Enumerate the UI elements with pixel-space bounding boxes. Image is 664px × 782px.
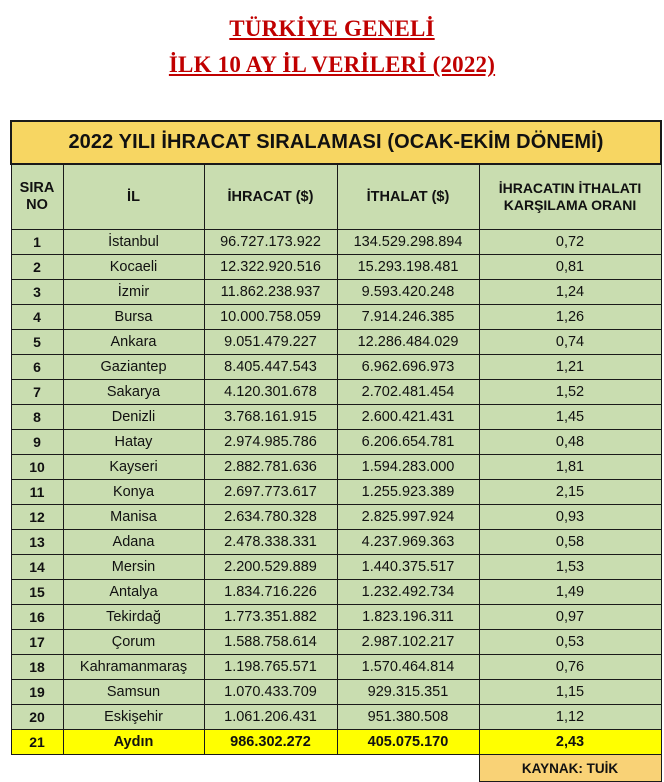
column-header-sira-no: SIRA NO	[11, 164, 63, 230]
cell-il: Manisa	[63, 505, 204, 530]
table-body	[11, 121, 661, 782]
cell-sira-no: 9	[11, 430, 63, 455]
cell-sira-no: 11	[11, 480, 63, 505]
cell-ihracat: 1.061.206.431	[204, 705, 337, 730]
table-row	[11, 505, 661, 530]
cell-ihracat: 2.974.985.786	[204, 430, 337, 455]
cell-ithalat: 2.600.421.431	[337, 405, 479, 430]
cell-oran: 0,48	[479, 430, 661, 455]
cell-ihracat: 8.405.447.543	[204, 355, 337, 380]
cell-il: Çorum	[63, 630, 204, 655]
cell-ithalat: 929.315.351	[337, 680, 479, 705]
column-header-il: İL	[63, 164, 204, 230]
cell-ithalat: 405.075.170	[337, 730, 479, 755]
source-label: KAYNAK: TUİK	[479, 755, 661, 782]
cell-oran: 0,74	[479, 330, 661, 355]
cell-sira-no: 8	[11, 405, 63, 430]
source-spacer	[11, 755, 479, 782]
cell-oran: 0,72	[479, 230, 661, 255]
cell-il: Denizli	[63, 405, 204, 430]
table-row	[11, 530, 661, 555]
cell-sira-no: 5	[11, 330, 63, 355]
cell-ihracat: 11.862.238.937	[204, 280, 337, 305]
cell-sira-no: 7	[11, 380, 63, 405]
cell-il: Kayseri	[63, 455, 204, 480]
cell-il: Samsun	[63, 680, 204, 705]
cell-ihracat: 10.000.758.059	[204, 305, 337, 330]
cell-oran: 1,52	[479, 380, 661, 405]
table-row	[11, 705, 661, 730]
table-row	[11, 605, 661, 630]
cell-oran: 1,12	[479, 705, 661, 730]
cell-ithalat: 1.594.283.000	[337, 455, 479, 480]
table-row	[11, 380, 661, 405]
cell-sira-no: 1	[11, 230, 63, 255]
cell-ihracat: 1.198.765.571	[204, 655, 337, 680]
table-row	[11, 355, 661, 380]
cell-sira-no: 2	[11, 255, 63, 280]
column-header-ithalat: İTHALAT ($)	[337, 164, 479, 230]
cell-il: Eskişehir	[63, 705, 204, 730]
cell-ihracat: 96.727.173.922	[204, 230, 337, 255]
cell-oran: 0,53	[479, 630, 661, 655]
cell-il: Bursa	[63, 305, 204, 330]
cell-ithalat: 15.293.198.481	[337, 255, 479, 280]
cell-ihracat: 2.200.529.889	[204, 555, 337, 580]
table-row	[11, 405, 661, 430]
cell-oran: 1,49	[479, 580, 661, 605]
cell-sira-no: 21	[11, 730, 63, 755]
table-row	[11, 455, 661, 480]
table-row	[11, 430, 661, 455]
cell-il: Tekirdağ	[63, 605, 204, 630]
table-band-row	[11, 121, 661, 164]
cell-ihracat: 3.768.161.915	[204, 405, 337, 430]
cell-sira-no: 17	[11, 630, 63, 655]
cell-ithalat: 1.823.196.311	[337, 605, 479, 630]
title-line-1: TÜRKİYE GENELİ	[229, 16, 435, 41]
cell-ihracat: 4.120.301.678	[204, 380, 337, 405]
cell-ihracat: 2.697.773.617	[204, 480, 337, 505]
cell-ithalat: 1.570.464.814	[337, 655, 479, 680]
cell-ithalat: 6.206.654.781	[337, 430, 479, 455]
table-row	[11, 330, 661, 355]
cell-ithalat: 1.232.492.734	[337, 580, 479, 605]
cell-il: Kahramanmaraş	[63, 655, 204, 680]
table-row	[11, 230, 661, 255]
table-row	[11, 655, 661, 680]
cell-ihracat: 2.634.780.328	[204, 505, 337, 530]
column-header-karsilama-orani: İHRACATIN İTHALATI KARŞILAMA ORANI	[479, 164, 661, 230]
table-band-title: 2022 YILI İHRACAT SIRALAMASI (OCAK-EKİM DÖNEMİ)	[11, 121, 661, 164]
cell-sira-no: 3	[11, 280, 63, 305]
cell-ihracat: 2.478.338.331	[204, 530, 337, 555]
cell-oran: 1,81	[479, 455, 661, 480]
cell-il: İzmir	[63, 280, 204, 305]
cell-oran: 1,45	[479, 405, 661, 430]
cell-oran: 2,43	[479, 730, 661, 755]
cell-il: Sakarya	[63, 380, 204, 405]
table-row	[11, 480, 661, 505]
cell-ihracat: 986.302.272	[204, 730, 337, 755]
cell-ithalat: 4.237.969.363	[337, 530, 479, 555]
cell-oran: 0,93	[479, 505, 661, 530]
cell-ithalat: 2.987.102.217	[337, 630, 479, 655]
title-line-2: İLK 10 AY İL VERİLERİ (2022)	[168, 52, 496, 77]
cell-sira-no: 15	[11, 580, 63, 605]
cell-ithalat: 12.286.484.029	[337, 330, 479, 355]
cell-il: Antalya	[63, 580, 204, 605]
cell-oran: 0,97	[479, 605, 661, 630]
cell-sira-no: 12	[11, 505, 63, 530]
cell-oran: 1,21	[479, 355, 661, 380]
cell-ithalat: 134.529.298.894	[337, 230, 479, 255]
cell-ithalat: 1.440.375.517	[337, 555, 479, 580]
table-header-row	[11, 164, 661, 230]
cell-ihracat: 1.588.758.614	[204, 630, 337, 655]
column-header-ihracat: İHRACAT ($)	[204, 164, 337, 230]
cell-sira-no: 16	[11, 605, 63, 630]
cell-oran: 2,15	[479, 480, 661, 505]
table-row	[11, 280, 661, 305]
cell-oran: 1,24	[479, 280, 661, 305]
cell-ithalat: 7.914.246.385	[337, 305, 479, 330]
cell-oran: 0,76	[479, 655, 661, 680]
cell-ithalat: 2.825.997.924	[337, 505, 479, 530]
cell-ihracat: 1.773.351.882	[204, 605, 337, 630]
cell-ithalat: 1.255.923.389	[337, 480, 479, 505]
cell-ithalat: 951.380.508	[337, 705, 479, 730]
cell-ihracat: 1.834.716.226	[204, 580, 337, 605]
cell-oran: 1,26	[479, 305, 661, 330]
table-row	[11, 630, 661, 655]
cell-sira-no: 14	[11, 555, 63, 580]
cell-ihracat: 2.882.781.636	[204, 455, 337, 480]
cell-ithalat: 2.702.481.454	[337, 380, 479, 405]
page-title	[0, 0, 664, 80]
table-source-row	[11, 755, 661, 782]
cell-ihracat: 12.322.920.516	[204, 255, 337, 280]
cell-il: Konya	[63, 480, 204, 505]
table-row	[11, 255, 661, 280]
cell-sira-no: 19	[11, 680, 63, 705]
cell-il: Ankara	[63, 330, 204, 355]
table-row	[11, 305, 661, 330]
table-row	[11, 580, 661, 605]
table-row	[11, 555, 661, 580]
cell-il: Gaziantep	[63, 355, 204, 380]
cell-oran: 0,81	[479, 255, 661, 280]
cell-oran: 1,15	[479, 680, 661, 705]
export-ranking-table	[10, 120, 662, 782]
cell-il: Kocaeli	[63, 255, 204, 280]
cell-il: Adana	[63, 530, 204, 555]
cell-ihracat: 9.051.479.227	[204, 330, 337, 355]
cell-oran: 1,53	[479, 555, 661, 580]
cell-il: İstanbul	[63, 230, 204, 255]
table-row	[11, 730, 661, 755]
export-ranking-table-wrap	[10, 120, 660, 782]
cell-ithalat: 9.593.420.248	[337, 280, 479, 305]
cell-sira-no: 13	[11, 530, 63, 555]
cell-sira-no: 4	[11, 305, 63, 330]
cell-il: Hatay	[63, 430, 204, 455]
cell-sira-no: 10	[11, 455, 63, 480]
cell-sira-no: 6	[11, 355, 63, 380]
cell-sira-no: 20	[11, 705, 63, 730]
cell-oran: 0,58	[479, 530, 661, 555]
cell-il: Aydın	[63, 730, 204, 755]
table-row	[11, 680, 661, 705]
cell-ihracat: 1.070.433.709	[204, 680, 337, 705]
cell-ithalat: 6.962.696.973	[337, 355, 479, 380]
cell-il: Mersin	[63, 555, 204, 580]
cell-sira-no: 18	[11, 655, 63, 680]
